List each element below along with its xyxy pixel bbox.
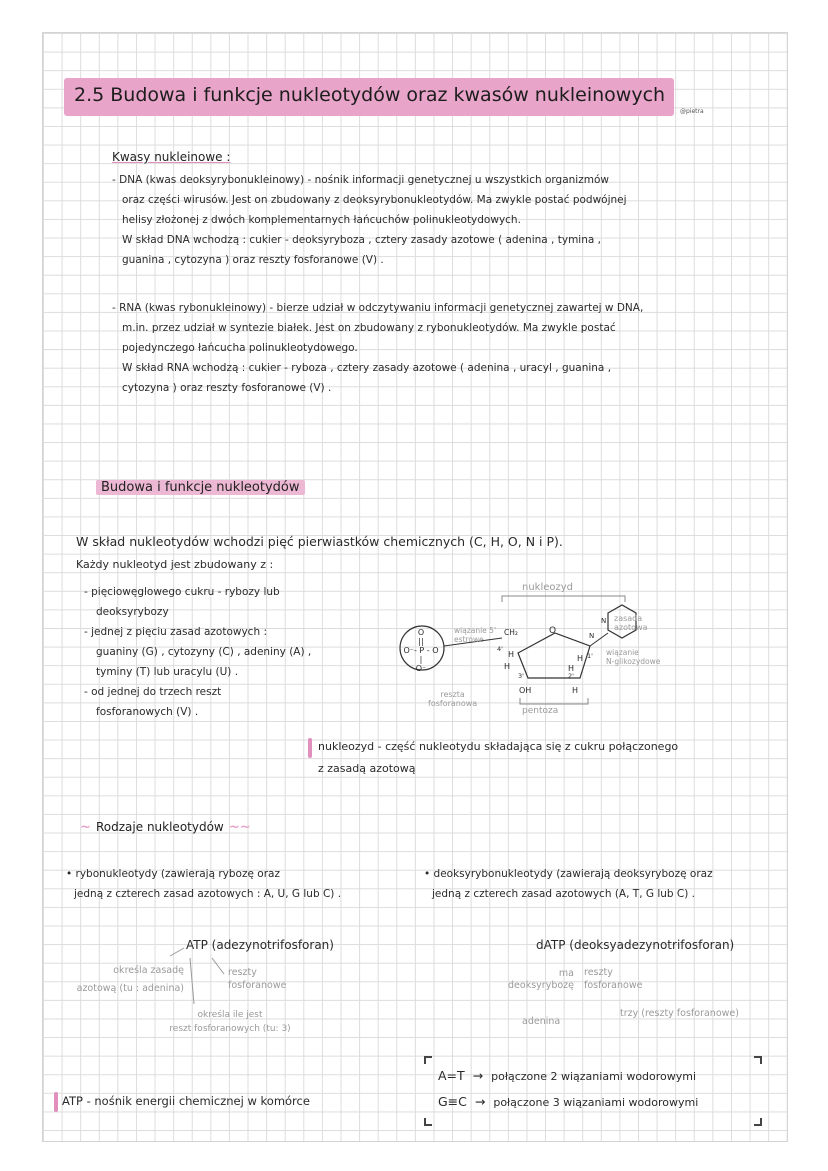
rna-line: m.in. przez udział w syntezie białek. Jest on zbudowany z rybonukleotydów. Ma zwykle postać bbox=[122, 322, 616, 334]
list-item: - od jednej do trzech reszt bbox=[84, 686, 222, 698]
note-line: deoksyrybozę bbox=[508, 980, 574, 991]
base-nitrogen: N bbox=[589, 632, 595, 640]
section-heading-nucleotide-structure bbox=[96, 480, 305, 495]
note-line: określa ile jest bbox=[197, 1010, 263, 1020]
label-ester-bond bbox=[454, 626, 496, 644]
formula-line: | bbox=[419, 655, 423, 664]
atp-annotation-arrows bbox=[168, 944, 248, 1014]
deoxyribonucleotides-paragraph bbox=[424, 864, 713, 904]
atp-name: ATP (adezynotrifosforan) bbox=[186, 938, 334, 952]
dna-line: guanina , cytozyna ) oraz reszty fosforanowe (V) . bbox=[122, 254, 384, 266]
datp-note-sugar bbox=[468, 968, 574, 992]
label-line: zasada bbox=[614, 614, 643, 623]
corner-bracket bbox=[424, 1118, 432, 1126]
note-line: reszt fosforanowych (tu: 3) bbox=[169, 1024, 291, 1034]
corner-bracket bbox=[424, 1056, 432, 1064]
section-heading-nucleotide-types bbox=[80, 816, 251, 835]
label-nucleoside: nukleozyd bbox=[522, 582, 574, 593]
note-line: określa zasadę bbox=[113, 965, 184, 976]
note-line: fosforanowe bbox=[584, 980, 643, 991]
atp-definition-marker bbox=[54, 1092, 58, 1112]
sugar-1prime: 1' bbox=[587, 652, 593, 660]
note-line: reszty bbox=[584, 967, 613, 978]
ribo-line: • rybonukleotydy (zawierają rybozę oraz bbox=[66, 868, 280, 880]
formula-line: O⁻- P - O bbox=[403, 646, 439, 655]
deoxy-line: • deoksyrybonukleotydy (zawierają deoksyrybozę oraz bbox=[424, 868, 713, 880]
sugar-h: H bbox=[508, 650, 515, 659]
note-line: fosforanowe bbox=[228, 980, 287, 991]
datp-note-phosphates bbox=[584, 966, 642, 992]
heading-text: Rodzaje nukleotydów bbox=[96, 820, 224, 834]
sugar-h: H bbox=[577, 654, 584, 663]
arrow-right-icon: → bbox=[474, 1094, 486, 1109]
formula-line: || bbox=[418, 637, 424, 646]
list-item: fosforanowych (V) . bbox=[96, 706, 199, 718]
page-title: 2.5 Budowa i funkcje nukleotydów oraz kwasów nukleinowych bbox=[74, 84, 666, 106]
label-line: N-glikozydowe bbox=[606, 657, 661, 666]
ribonucleotides-paragraph bbox=[66, 864, 341, 904]
pair-row-gc bbox=[438, 1094, 698, 1109]
sugar-4prime: 4' bbox=[497, 645, 503, 653]
list-item: guaniny (G) , cytozyny (C) , adeniny (A) , bbox=[96, 646, 312, 658]
pentose-bracket bbox=[520, 698, 588, 704]
rna-line: W skład RNA wchodzą : cukier - ryboza , cztery zasady azotowe ( adenina , uracyl , guanina , bbox=[122, 362, 612, 374]
formula-line: O bbox=[417, 628, 425, 637]
corner-bracket bbox=[754, 1118, 762, 1126]
dna-line: oraz części wirusów. Jest on zbudowany z deoksyrybonukleotydów. Ma zwykle postać podwójnej bbox=[122, 194, 627, 206]
sugar-3prime: 3' bbox=[518, 672, 524, 680]
phosphate-formula bbox=[400, 628, 442, 673]
section-heading-nucleic-acids: Kwasy nukleinowe : bbox=[112, 150, 231, 164]
note-line: azotową (tu : adenina) bbox=[76, 983, 184, 994]
intro-line-composition: Każdy nukleotyd jest zbudowany z : bbox=[76, 558, 274, 571]
label-nitrogen-base bbox=[614, 614, 647, 632]
pair-row-at bbox=[438, 1068, 696, 1083]
label-line: estrowe bbox=[454, 635, 484, 644]
sugar-h: H bbox=[568, 664, 575, 673]
definition-marker bbox=[308, 738, 312, 758]
label-line: azotowa bbox=[614, 623, 648, 632]
list-item: - pięciowęglowego cukru - rybozy lub bbox=[84, 586, 280, 598]
list-item: - jednej z pięciu zasad azotowych : bbox=[84, 626, 267, 638]
datp-note-base: adenina bbox=[522, 1016, 561, 1027]
datp-note-count: trzy (reszty fosforanowe) bbox=[620, 1008, 739, 1019]
list-item: tyminy (T) lub uracylu (U) . bbox=[96, 666, 239, 678]
sugar-h: H bbox=[572, 686, 579, 695]
heading-highlight: Budowa i funkcje nukleotydów bbox=[96, 480, 305, 495]
label-phosphate-residue bbox=[428, 690, 477, 708]
wave-decoration-icon: ~~ bbox=[228, 820, 251, 835]
corner-bracket bbox=[754, 1056, 762, 1064]
label-glycosidic-bond bbox=[606, 648, 660, 666]
label-line: wiązanie bbox=[606, 648, 639, 657]
atp-definition: ATP - nośnik energii chemicznej w komórce bbox=[62, 1094, 310, 1108]
nucleoside-bracket bbox=[502, 596, 625, 602]
note-line: ma bbox=[558, 968, 574, 979]
arrow-right-icon: → bbox=[472, 1068, 484, 1083]
sugar-ch2: CH₂ bbox=[504, 628, 518, 637]
rna-paragraph bbox=[112, 298, 643, 398]
label-line: reszta bbox=[440, 690, 465, 699]
deoxy-line: jedną z czterech zasad azotowych (A, T, G lub C) . bbox=[432, 888, 696, 900]
sugar-2prime: 2' bbox=[568, 672, 574, 680]
atp-note-base bbox=[48, 962, 184, 998]
ribo-line: jedną z czterech zasad azotowych : A, U, G lub C) . bbox=[74, 888, 342, 900]
wave-decoration-icon: ~ bbox=[80, 820, 91, 835]
label-line: fosforanowa bbox=[428, 699, 478, 708]
intro-line-elements: W skład nukleotydów wchodzi pięć pierwiastków chemicznych (C, H, O, N i P). bbox=[76, 534, 563, 549]
definition-nucleoside: nukleozyd - część nukleotydu składająca się z cukru połączonego bbox=[318, 740, 679, 753]
definition-nucleoside-cont: z zasadą azotową bbox=[318, 762, 416, 775]
pair-description: połączone 2 wiązaniami wodorowymi bbox=[491, 1070, 697, 1083]
datp-name: dATP (deoksyadezynotrifosforan) bbox=[536, 938, 735, 952]
rna-line: cytozyna ) oraz reszty fosforanowe (V) . bbox=[122, 382, 332, 394]
pair-description: połączone 3 wiązaniami wodorowymi bbox=[493, 1096, 699, 1109]
pair-label: G≡C bbox=[438, 1094, 467, 1109]
rna-line: pojedynczego łańcucha polinukleotydowego. bbox=[122, 342, 358, 354]
rna-line: - RNA (kwas rybonukleinowy) - bierze udział w odczytywaniu informacji genetycznej zawartej w DNA, bbox=[112, 302, 644, 314]
dna-line: - DNA (kwas deoksyrybonukleinowy) - nośnik informacji genetycznej u wszystkich organizmów bbox=[112, 174, 609, 186]
sugar-oxygen: O bbox=[549, 626, 557, 636]
formula-line: O⁻ bbox=[415, 664, 427, 673]
dna-line: W skład DNA wchodzą : cukier - deoksyryboza , cztery zasady azotowe ( adenina , tymina , bbox=[122, 234, 601, 246]
note-line: reszty bbox=[228, 967, 257, 978]
list-item: deoksyrybozy bbox=[96, 606, 169, 618]
dna-paragraph bbox=[112, 170, 627, 270]
pair-label: A=T bbox=[438, 1068, 465, 1083]
sugar-h: H bbox=[504, 662, 511, 671]
label-line: wiązanie 5' bbox=[454, 626, 497, 635]
label-pentose: pentoza bbox=[522, 706, 559, 716]
base-nitrogen: N bbox=[601, 617, 607, 625]
sugar-oh: OH bbox=[519, 686, 532, 695]
nucleotide-component-list bbox=[84, 582, 311, 722]
author-handle: @pietra bbox=[680, 108, 704, 115]
dna-line: helisy złożonej z dwóch komplementarnych łańcuchów polinukleotydowych. bbox=[122, 214, 521, 226]
